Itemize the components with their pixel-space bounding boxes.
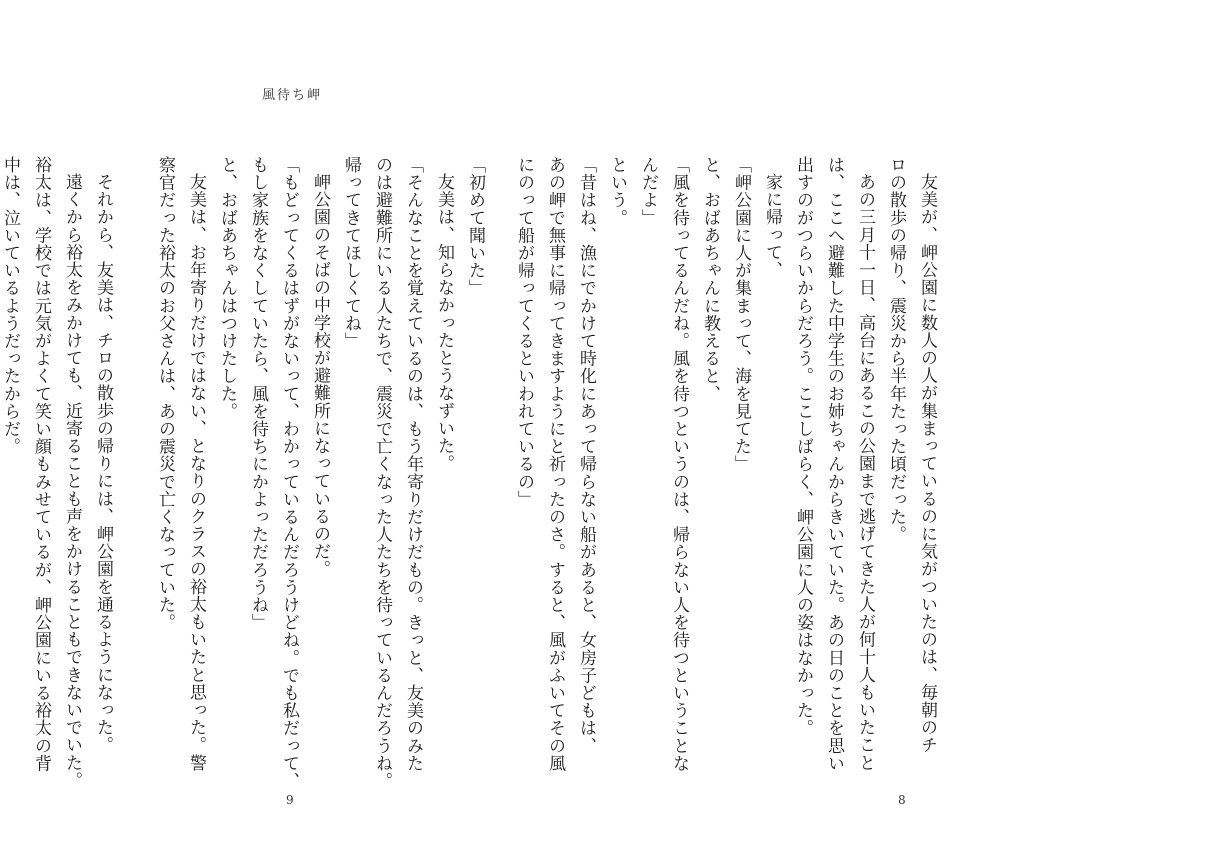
text-line: 友美は、知らなかったとうなずいた。 [434, 173, 454, 473]
text-line: んだよ」 [638, 156, 658, 227]
page-number-left: 9 [286, 793, 294, 807]
text-line: 「もどってくるはずがないって、わかっているんだろうけどね。でも私だって、 [279, 156, 299, 790]
text-line: 「岬公園に人が集まって、海を見てた」 [731, 156, 751, 473]
text-line: もし家族をなくしていたら、風を待ちにかよっただろうね」 [248, 156, 268, 632]
running-head: 風待ち岬 [262, 88, 323, 103]
text-line: 察官だった裕太のお父さんは、あの震災で亡くなっていた。 [155, 156, 175, 632]
text-line: と、おばあちゃんはつけたした。 [217, 156, 237, 420]
text-line: 帰ってきてほしくてね」 [341, 156, 361, 350]
text-line: と、おばあちゃんに教えると、 [700, 156, 720, 403]
text-line: あの三月十一日、高台にあるこの公園まで逃げてきた人が何十人もいたこと [855, 173, 875, 772]
text-line: 「昔はね、漁にでかけて時化にあって帰らない船があると、女房子どもは、 [576, 156, 596, 755]
text-line: あの岬で無事に帰ってきますようにと祈ったのさ。すると、風がふいてその風 [545, 156, 565, 772]
text-line: 「そんなことを覚えているのは、もう年寄りだけだもの。きっと、友美のみた [403, 156, 423, 772]
right-page-body [514, 156, 942, 772]
text-line: 友美が、岬公園に数人の人が集まっているのに気がついたのは、毎朝のチ [917, 173, 937, 754]
text-line: 「初めて聞いた」 [465, 156, 485, 297]
text-line: 中は、泣いているようだったからだ。 [0, 156, 20, 456]
text-line: のは避難所にいる人たちで、震災で亡くなった人たちを待っているんだろうね。 [372, 156, 392, 790]
left-page-body [0, 156, 490, 790]
text-line: 出すのがつらいからだろう。ここしばらく、岬公園に人の姿はなかった。 [793, 156, 813, 737]
text-line: 遠くから裕太をみかけても、近寄ることも声をかけることもできないでいた。 [62, 173, 82, 789]
text-line: にのって船が帰ってくるといわれているの」 [514, 156, 534, 508]
text-line: は、ここへ避難した中学生のお姉ちゃんからきいていた。あの日のことを思い [824, 156, 844, 772]
right-page [514, 0, 1215, 858]
text-line [118, 156, 149, 746]
text-line: という。 [607, 156, 627, 227]
text-line: 「風を待ってるんだね。風を待つというのは、帰らない人を待つということな [669, 156, 689, 772]
text-line: それから、友美は、チロの散歩の帰りには、岬公園を通るようになった。 [93, 173, 113, 754]
text-line: 岬公園のそばの中学校が避難所になっているのだ。 [310, 173, 330, 578]
text-line: ロの散歩の帰り、震災から半年たった頃だった。 [886, 156, 906, 544]
page-number-right: 8 [898, 793, 906, 807]
text-line: 家に帰って、 [762, 173, 782, 279]
text-line: 裕太は、学校では元気がよくて笑い顔もみせているが、岬公園にいる裕太の背 [31, 156, 51, 772]
text-line: 友美は、お年寄りだけではない、となりのクラスの裕太もいたと思った。警 [186, 173, 206, 772]
